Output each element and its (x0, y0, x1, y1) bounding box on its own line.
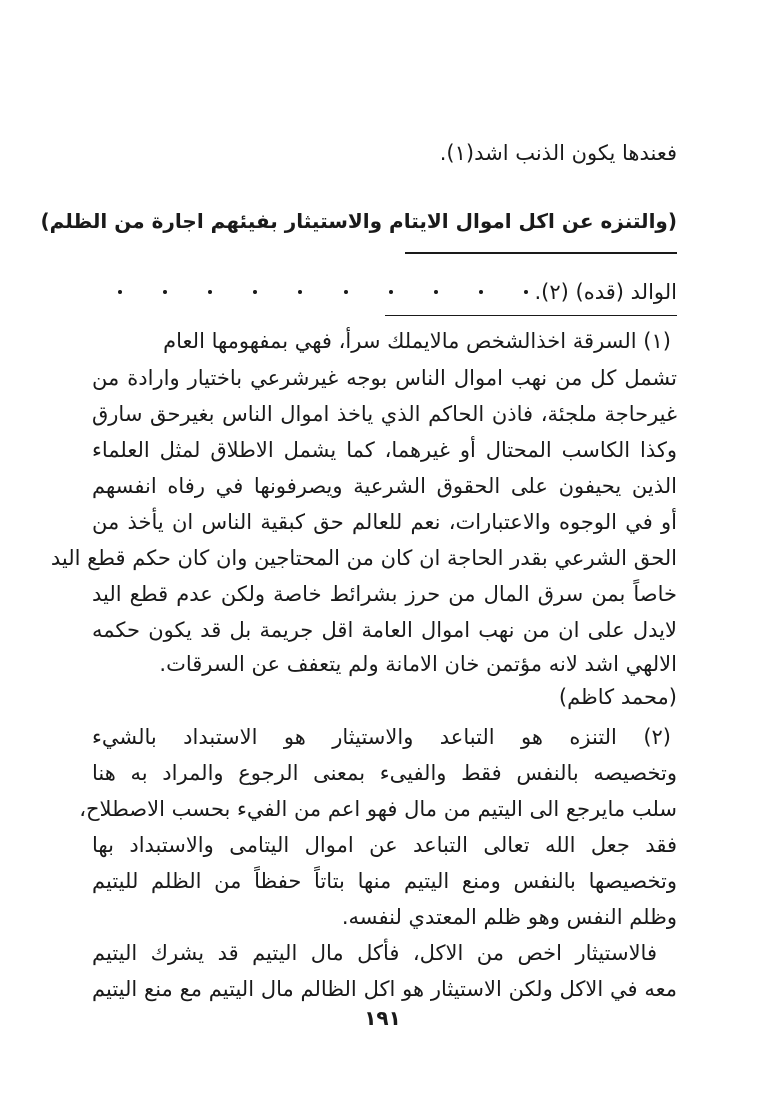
ellipsis-dot (344, 290, 348, 294)
footnote-2-line-1: (٢) التنزه هو التباعد والاستيثار هو الاستبداد بالشيء (92, 725, 671, 749)
attribution-line: الوالد (قده) (٢). (534, 280, 677, 304)
footnote-2-line-2: وتخصيصه بالنفس فقط والفيىء بمعنى الرجوع والمراد به هنا (92, 761, 677, 785)
footnote-1-line-8: خاصاً بمن سرق المال من حرز بشرائط خاصة ولكن عدم قطع اليد (92, 582, 677, 606)
ellipsis-dot (434, 290, 438, 294)
section-heading: (والتنزه عن اكل اموال الايتام والاستيثار بفيئهم اجارة من الظلم) (40, 209, 677, 233)
footnote-1-line-3: غيرحاجة ملجئة، فاذن الحاكم الذي ياخذ اموال الناس بغيرحق سارق (92, 402, 677, 426)
ellipsis-dot (253, 290, 257, 294)
ellipsis-dot (389, 290, 393, 294)
ellipsis-dot (479, 290, 483, 294)
footnote-2-line-8: معه في الاكل ولكن الاستيثار هو اكل الظالم مال اليتيم مع منع اليتيم (92, 977, 677, 1001)
ellipsis-dot (118, 290, 122, 294)
footnote-1-line-5: الذين يحيفون على الحقوق الشرعية ويصرفونها في رفاه انفسهم (92, 474, 677, 498)
footnote-2-line-5: وتخصيصها بالنفس ومنع اليتيم منها بتاتاً حفظاً من الظلم لليتيم (92, 869, 677, 893)
ellipsis-dot (208, 290, 212, 294)
footnote-2-line-7: فالاستيثار اخص من الاكل، فأكل مال اليتيم قد يشرك اليتيم (92, 941, 657, 965)
ellipsis-dot (524, 290, 528, 294)
ellipsis-dot (163, 290, 167, 294)
footnote-1-line-7: الحق الشرعي بقدر الحاجة ان كان من المحتاجين وان كان حكم قطع اليد (50, 546, 677, 570)
ellipsis-dots (118, 277, 528, 307)
page-number: ١٩١ (364, 1006, 401, 1030)
footnote-1-line-6: أو في الوجوه والاعتبارات، نعم للعالم حق كبقية الناس ان يأخذ من (92, 510, 677, 534)
footnote-1-line-4: وكذا الكاسب المحتال أو غيرهما، كما يشمل الاطلاق لمثل العلماء (92, 438, 677, 462)
ellipsis-dot (298, 290, 302, 294)
heading-rule (405, 252, 677, 254)
footnote-1-line-1: (١) السرقة اخذالشخص مالايملك سرأ، فهي بمفهومها العام (163, 329, 671, 353)
footnote-2-line-3: سلب مايرجع الى اليتيم من مال فهو اعم من الفيء بحسب الاصطلاح، (79, 797, 677, 821)
footnote-separator (385, 315, 677, 316)
footnote-1-signature: (محمد كاظم) (558, 685, 677, 709)
footnote-1-line-10: الالهي اشد لانه مؤتمن خان الامانة ولم يتعفف عن السرقات. (159, 652, 677, 676)
footnote-2-line-6: وظلم النفس وهو ظلم المعتدي لنفسه. (341, 905, 677, 929)
footnote-1-line-9: لايدل على ان من نهب اموال العامة اقل جريمة بل قد يكون حكمه (92, 618, 677, 642)
footnote-2-line-4: فقد جعل الله تعالى التباعد عن اموال اليتامى والاستبداد بها (92, 833, 677, 857)
intro-line: فعندها يكون الذنب اشد(١). (439, 141, 677, 165)
footnote-1-line-2: تشمل كل من نهب اموال الناس بوجه غيرشرعي باختيار وارادة من (92, 366, 677, 390)
